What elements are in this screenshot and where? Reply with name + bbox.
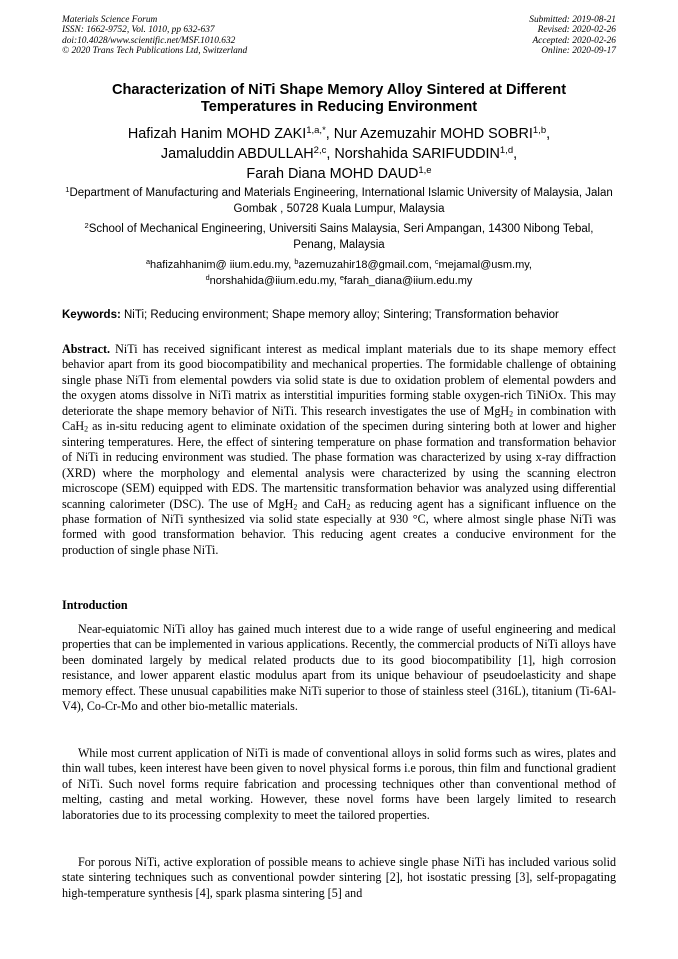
keywords-label: Keywords: <box>62 309 121 321</box>
email-link[interactable]: mejamal@usm.my <box>438 259 529 271</box>
email-link[interactable]: norshahida@iium.edu.my <box>209 274 334 287</box>
keywords <box>62 307 616 323</box>
intro-paragraph-3: For porous NiTi, active exploration of possible means to achieve single phase NiTi has included various solid state sintering techniques such as conventional powder sintering [2], hot isostatic pressing [3], self-propagating high-temperature synthesis [4], spark plasma sintering [5] and <box>62 855 616 900</box>
email-sup: e <box>339 272 344 282</box>
paper-title <box>62 82 616 116</box>
abstract-text: in combination with CaH <box>62 403 616 434</box>
subscript: 2 <box>509 409 514 419</box>
accepted-date: Accepted: 2020-02-26 <box>532 35 616 46</box>
author-sup: 1,b <box>532 124 547 136</box>
author-sup: 2,c <box>313 144 327 156</box>
affiliation-text: Department of Manufacturing and Materials Engineering, International Islamic University of Malaysia, Jalan Gombak , 50728 Kuala Lumpur, Malaysia <box>69 187 613 215</box>
email-link[interactable]: azemuzahir18@gmail.com <box>298 259 429 271</box>
title-line-1: Characterization of NiTi Shape Memory Alloy Sintered at Different <box>111 82 567 98</box>
abstract-text: and CaH <box>297 496 347 511</box>
author-name: Jamaluddin ABDULLAH <box>160 146 314 162</box>
author-name: Norshahida SARIFUDDIN <box>334 146 500 162</box>
revised-date: Revised: 2020-02-26 <box>537 25 616 36</box>
email-sup: d <box>205 272 210 282</box>
email-sup: b <box>294 257 299 267</box>
affiliation-2 <box>62 221 616 253</box>
affiliation-1 <box>62 185 616 217</box>
issn: ISSN: 1662-9752, Vol. 1010, pp 632-637 <box>62 25 215 36</box>
journal-name: Materials Science Forum <box>62 15 158 25</box>
affiliation-sup: 1 <box>65 184 70 194</box>
author-sup: 1,a,* <box>306 124 326 136</box>
email-list: $^a$hafizahhanim@ iium.edu.my, $^b$azemuzahir18@gmail.com, $^c$mejamal@usm.my, $^d$norshahida@iium.edu.my, $^e$farah_diana@iium.edu.my <box>146 257 532 287</box>
journal-info <box>62 15 247 57</box>
abstract-label: Abstract. <box>62 342 111 356</box>
doi: doi:10.4028/www.scientific.net/MSF.1010.632 <box>62 35 236 46</box>
author-name: Farah Diana MOHD DAUD <box>246 166 419 182</box>
submitted-date: Submitted: 2019-08-21 <box>529 15 616 25</box>
email-link[interactable]: hafizahhanim@ iium.edu.my <box>150 259 289 271</box>
abstract-text: NiTi has received significant interest as medical implant materials due to its shape memory effect behavior apart from its good biocompatibility and mechanical properties. The formidable challenge of obtaining single phase NiTi from elemental powders via solid state is due to oxidation problem of elemental powders and the oxygen atoms dissolve in NiTi matrix as interstitial impurities forming stable oxygen-rich TiNiOx. This may deteriorate the shape memory behavior of NiTi. This research investigates the use of MgH <box>62 342 616 418</box>
copyright: © 2020 Trans Tech Publications Ltd, Switzerland <box>62 46 248 57</box>
affiliation-sup: 2 <box>84 220 89 230</box>
author-name: Hafizah Hanim MOHD ZAKI <box>127 126 307 142</box>
keywords-text: NiTi; Reducing environment; Shape memory alloy; Sintering; Transformation behavior <box>124 309 559 321</box>
author-name: Nur Azemuzahir MOHD SOBRI <box>333 126 533 142</box>
abstract-text: as reducing agent has a significant influence on the phase formation of NiTi synthesized via solid state especially at 930 °C, where almost single phase NiTi was formed with good transformation behavior. This reducing agent creates a conducive environment for the production of single phase NiTi. <box>62 496 616 557</box>
title-line-2: Temperatures in Reducing Environment <box>200 99 478 115</box>
online-date: Online: 2020-09-17 <box>541 46 616 57</box>
section-heading-introduction: Introduction <box>62 598 128 612</box>
submission-dates <box>529 15 616 57</box>
subscript: 2 <box>346 502 351 512</box>
email-sup: a <box>146 257 151 267</box>
intro-paragraph-1: Near-equiatomic NiTi alloy has gained much interest due to a wide range of useful engineering and medical properties that can be implemented in various applications. Recently, the commercial products of NiTi alloys have been dominated largely by medical related products due to its good biocompatibility [1], high corrosion resistance, and lower apparent elastic modulus apart from its unique behaviour of pseudoelasticity and shape memory effect. These unusual capabilities make NiTi superior to those of stainless steel (316L), titanium (Ti-6Al-V4), Co-Cr-Mo and other bio-metallic materials. <box>62 622 616 714</box>
affiliation-text: School of Mechanical Engineering, Universiti Sains Malaysia, Seri Ampangan, 14300 Nibong Tebal, Penang, Malaysia <box>88 223 594 251</box>
author-sup: 1,e <box>418 164 432 176</box>
subscript: 2 <box>293 502 298 512</box>
email-sup: c <box>434 257 439 267</box>
intro-paragraph-2: While most current application of NiTi is made of conventional alloys in solid forms such as wires, plates and thin wall tubes, keen interest have been given to novel physical forms i.e porous, thin film and functional gradient of NiTi. Such novel forms require fabrication and processing techniques other than conventional method of melting, casting and metal working. However, these novel forms have been largely limited to research laboratories due to its processing complexity to meet the tailored properties. <box>62 746 616 822</box>
subscript: 2 <box>84 424 89 434</box>
author-sup: 1,d <box>499 144 514 156</box>
abstract-text: as in-situ reducing agent to eliminate oxidation of the specimen during sintering both at lower and higher sintering temperatures. Here, the effect of sintering temperature on phase formation and transformation behavior of NiTi in reducing environment was studied. The phase formation was characterized by using x-ray diffraction (XRD) where the morphology and elemental analysis were characterized by using the scanning electron microscope (SEM) equipped with EDS. The martensitic transformation behavior was analyzed using differential scanning calorimeter (DSC). The use of MgH <box>62 419 616 511</box>
abstract <box>62 342 616 558</box>
author-list: Hafizah Hanim MOHD $ZAKI^{1,a,*}$, Nur Azemuzahir MOHD SOBRI$^{1,b}$, Jamaluddin ABDULLAH$^{2,c}$, Norshahida SARIFUDDIN$^{1,d}$, Farah Diana MOHD DAUD$^{1,e}$ <box>127 124 551 182</box>
email-link[interactable]: farah_diana@iium.edu.my <box>343 274 473 287</box>
